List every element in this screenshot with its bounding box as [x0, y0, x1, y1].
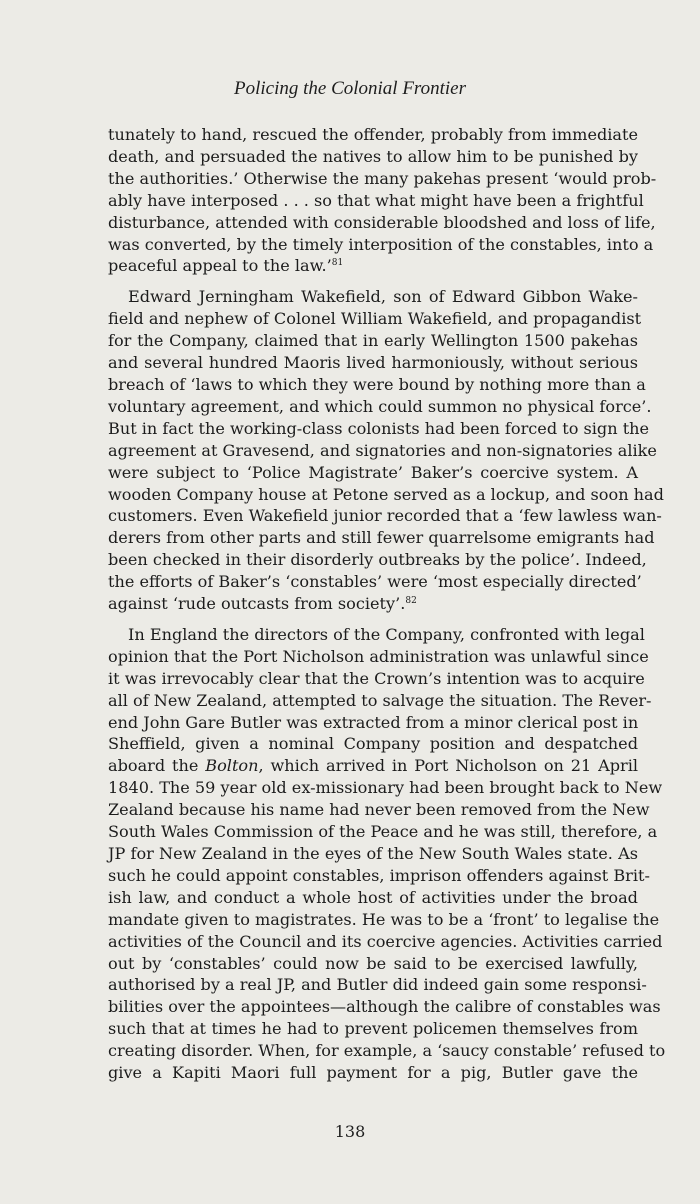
- text-line: mandate given to magistrates. He was to be a ‘front’ to legalise the: [108, 909, 660, 929]
- text-line: been checked in their disorderly outbreaks by the police’. Indeed,: [108, 550, 647, 570]
- text-line: against ‘rude outcasts from society’.$^{82}$: [108, 594, 417, 614]
- text-line: and several hundred Maoris lived harmoniously, without serious: [108, 353, 638, 373]
- text-line: the authorities.’ Otherwise the many pakehas present ‘would prob-: [108, 168, 657, 188]
- page-number: 138: [334, 1122, 366, 1141]
- text-line: it was irrevocably clear that the Crown’s intention was to acquire: [108, 668, 645, 688]
- footnote-marker[interactable]: 82: [405, 596, 417, 607]
- text-line: But in fact the working-class colonists had been forced to sign the: [108, 418, 650, 438]
- text-line: bilities over the appointees—although the calibre of constables was: [108, 997, 661, 1017]
- text-line: peaceful appeal to the law.’$^{81}$: [108, 256, 344, 276]
- text-line: South Wales Commission of the Peace and he was still, therefore, a: [108, 822, 658, 842]
- text-line: 1840. The 59 year old ex-missionary had been brought back to New: [108, 778, 663, 798]
- text-line: death, and persuaded the natives to allow him to be punished by: [108, 146, 638, 166]
- text-line: ably have interposed . . . so that what might have been a frightful: [108, 190, 644, 210]
- text-line: agreement at Gravesend, and signatories and non-signatories alike: [108, 440, 657, 460]
- text-line: aboard the Bolton, which arrived in Port Nicholson on 21 April: [108, 756, 639, 776]
- text-line: customers. Even Wakefield junior recorded that a ‘few lawless wan-: [108, 506, 662, 526]
- text-line: were subject to ‘Police Magistrate’ Baker’s coercive system. A: [108, 462, 638, 482]
- text-line: breach of ‘laws to which they were bound by nothing more than a: [108, 374, 646, 394]
- text-line: such he could appoint constables, imprison offenders against Brit-: [108, 865, 650, 885]
- text-line: opinion that the Port Nicholson administration was unlawful since: [108, 646, 649, 666]
- text-line: creating disorder. When, for example, a ‘saucy constable’ refused to: [108, 1041, 666, 1061]
- text-line: Edward Jerningham Wakefield, son of Edward Gibbon Wake-: [128, 287, 638, 307]
- text-line: voluntary agreement, and which could summon no physical force’.: [108, 396, 652, 416]
- text-line: JP for New Zealand in the eyes of the New South Wales state. As: [108, 844, 638, 863]
- body-text: [108, 124, 666, 1084]
- text-line: such that at times he had to prevent policemen themselves from: [108, 1019, 638, 1039]
- text-line: authorised by a real JP, and Butler did indeed gain some responsi-: [108, 975, 647, 995]
- paragraph: [108, 624, 666, 1084]
- paragraph: [108, 286, 664, 615]
- text-line: tunately to hand, rescued the offender, probably from immediate: [108, 125, 638, 144]
- text-line: ish law, and conduct a whole host of activities under the broad: [108, 887, 638, 907]
- text-line: In England the directors of the Company, confronted with legal: [128, 624, 645, 644]
- text-line: for the Company, claimed that in early Wellington 1500 pakehas: [108, 331, 638, 351]
- text-line: activities of the Council and its coercive agencies. Activities carried: [108, 931, 663, 951]
- text-line: end John Gare Butler was extracted from a minor clerical post in: [108, 712, 639, 732]
- paragraph: [108, 124, 657, 277]
- text-line: all of New Zealand, attempted to salvage the situation. The Rever-: [108, 690, 652, 710]
- text-line: out by ‘constables’ could now be said to be exercised lawfully,: [108, 953, 638, 973]
- text-line: field and nephew of Colonel William Wakefield, and propagandist: [108, 309, 642, 329]
- text-line: wooden Company house at Petone served as a lockup, and soon had: [108, 484, 664, 504]
- text-line: the efforts of Baker’s ‘constables’ were ‘most especially directed’: [108, 572, 642, 592]
- running-head: Policing the Colonial Frontier: [233, 78, 467, 99]
- text-line: Sheffield, given a nominal Company position and despatched: [108, 734, 638, 754]
- footnote-marker[interactable]: 81: [331, 258, 344, 269]
- text-line: was converted, by the timely interposition of the constables, into a: [108, 234, 654, 254]
- text-line: disturbance, attended with considerable bloodshed and loss of life,: [108, 212, 656, 232]
- text-line: give a Kapiti Maori full payment for a pig, Butler gave the: [108, 1063, 638, 1083]
- text-line: derers from other parts and still fewer quarrelsome emigrants had: [108, 528, 655, 548]
- text-line: Zealand because his name had never been removed from the New: [108, 800, 650, 820]
